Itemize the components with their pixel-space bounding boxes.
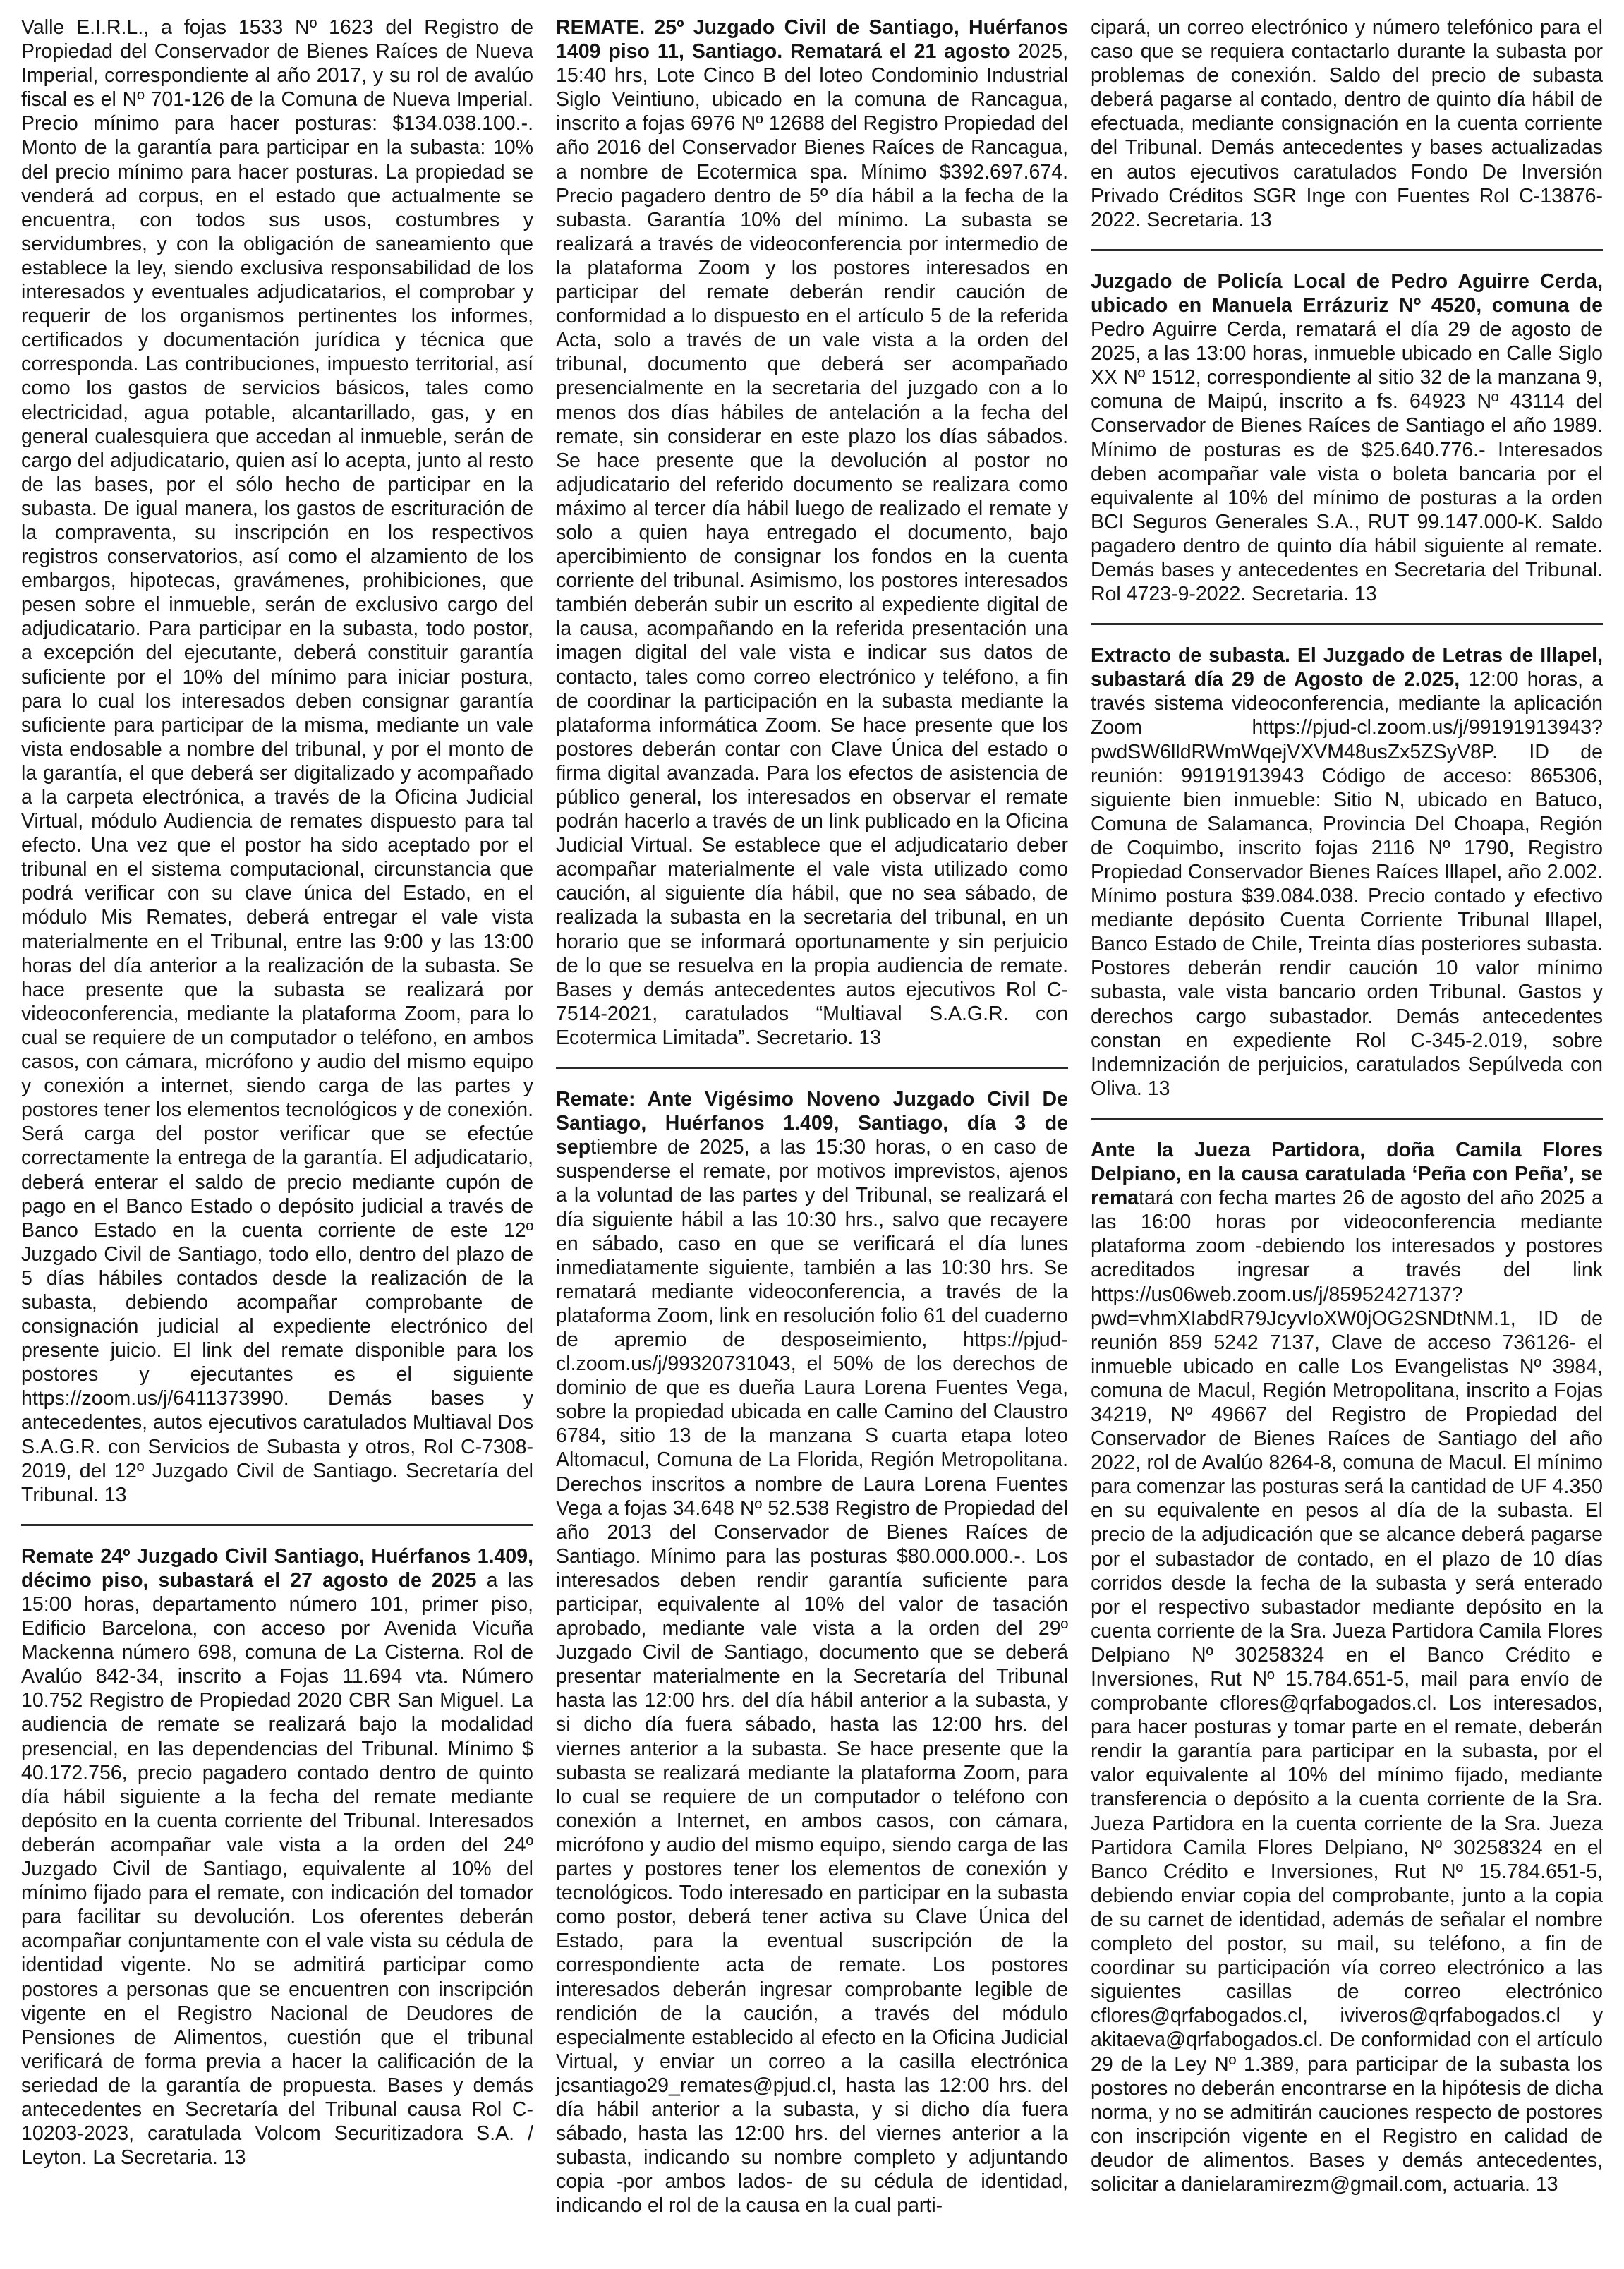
notice-lead: Extracto de subasta. El Juzgado de Letras de Illapel, subastará día 29 de Agosto de 2.025,: [1091, 644, 1603, 691]
notice-policia-local-pac: Juzgado de Policía Local de Pedro Aguirre Cerda, ubicado en Manuela Errázuriz Nº 4520, comuna de Pedro Aguirre Cerda, rematará el día 29 de agosto de 2025, a las 13:00 horas, inmueble ubicado en Calle Siglo XX Nº 1512, correspondiente al sitio 32 de la manzana 9, comuna de Maipú, inscrito a fs. 64923 Nº 43114 del Conservador de Bienes Raíces de Santiago el año 1989. Mínimo de posturas es de $25.640.776.- Interesados deben acompañar vale vista o boleta bancaria por el equivalente al 10% del mínimo de posturas a la orden BCI Seguros Generales S.A., RUT 99.147.000-K. Saldo pagadero dentro de quinto día hábil siguiente al remate. Demás bases y antecedentes en Secretaria del Tribunal. Rol 4723-9-2022. Secretaria. 13: [1091, 270, 1603, 606]
notice-jueza-partidora: Ante la Jueza Partidora, doña Camila Flores Delpiano, en la causa caratulada ‘Peña con Peña’, se rematará con fecha martes 26 de agosto del año 2025 a las 16:00 horas por videoconferencia mediante plataforma zoom -debiendo los interesados y postores acreditados ingresar a través del link https://us06web.zoom.us/j/85952427137?pwd=vhmXIabdR79JcyvIoXW0jOG2SNDtNM.1, ID de reunión 859 5242 7137, Clave de acceso 736126- el inmueble ubicado en calle Los Evangelistas Nº 3984, comuna de Macul, Región Metropolitana, inscrito a Fojas 34219, Nº 49667 del Registro de Propiedad del Conservador de Bienes Raíces de Santiago del año 2022, rol de Avalúo 8264-8, comuna de Macul. El mínimo para comenzar las posturas será la cantidad de UF 4.350 en su equivalente en pesos al día de la subasta. El precio de la adjudicación que se alcance deberá pagarse por el subastador de contado, en el plazo de 10 días corridos desde la fecha de la subasta y será enterado por el respectivo subastador mediante depósito en la cuenta corriente de la Sra. Jueza Partidora Camila Flores Delpiano Nº 30258324 en el Banco Crédito e Inversiones, Rut Nº 15.784.651-5, mail para envío de comprobante cflores@qrfabogados.cl. Los interesados, para hacer posturas y tomar parte en el remate, deberán rendir la garantía para participar en la subasta, por el valor equivalente al 10% del mínimo fijado, mediante transferencia o depósito a la cuenta corriente de la Sra. Jueza Partidora en la cuenta corriente de la Sra. Jueza Partidora Camila Flores Delpiano, Nº 30258324 en el Banco Crédito e Inversiones, Rut Nº 15.784.651-5, debiendo enviar copia del comprobante, junto a la copia de su carnet de identidad, además de señalar el nombre completo del postor, su mail, su teléfono, a fin de coordinar su participación vía correo electrónico a las siguientes casillas de correo electrónico cflores@qrfabogados.cl, iviveros@qrfabogados.cl y akitaeva@qrfabogados.cl. De conformidad con el artículo 29 de la Ley Nº 1.389, para participar de la subasta los postores no deberán encontrarse en la hipótesis de dicha norma, y no se admitirán cauciones respecto de postores con inscripción vigente en el Registro en calidad de deudor de alimentos. Bases y demás antecedentes, solicitar a danielaramirezm@gmail.com, actuaria. 13: [1091, 1138, 1603, 2196]
notice-divider: [1091, 249, 1603, 251]
column-1: [21, 16, 533, 2269]
notice-divider: [1091, 1118, 1603, 1120]
notice-remate-29-juzgado: Remate: Ante Vigésimo Noveno Juzgado Civil De Santiago, Huérfanos 1.409, Santiago, día 3 de septiembre de 2025, a las 15:30 horas, o en caso de suspenderse el remate, por motivos imprevistos, ajenos a la voluntad de las partes y del Tribunal, se realizará el día siguiente hábil a las 10:30 hrs., salvo que recayere en sábado, caso en que se verificará el día lunes inmediatamente siguiente, también a las 10:30 hrs. Se rematará mediante videoconferencia, a través de la plataforma Zoom, link en resolución folio 61 del cuaderno de apremio de desposeimiento, https://pjud-cl.zoom.us/j/99320731043, el 50% de los derechos de dominio de que es dueña Laura Lorena Fuentes Vega, sobre la propiedad ubicada en calle Camino del Claustro 6784, sitio 13 de la manzana S cuarta etapa loteo Altomacul, Comuna de La Florida, Región Metropolitana. Derechos inscritos a nombre de Laura Lorena Fuentes Vega a fojas 34.648 Nº 52.538 Registro de Propiedad del año 2013 del Conservador de Bienes Raíces de Santiago. Mínimo para las posturas $80.000.000.-. Los interesados deben rendir garantía suficiente para participar, equivalente al 10% del valor de tasación aprobado, mediante vale vista a la orden del 29º Juzgado Civil de Santiago, documento que se deberá presentar materialmente en la Secretaría del Tribunal hasta las 12:00 hrs. del día hábil anterior a la subasta, y si dicho día fuera sábado, hasta las 12:00 hrs. del viernes anterior a la subasta. Se hace presente que la subasta se realizará mediante la plataforma Zoom, para lo cual se requiere de un computador o teléfono con conexión a Internet, en ambos casos, con cámara, micrófono y audio del mismo equipo, siendo carga de las partes y postores tener los elementos de conexión y tecnológicos. Todo interesado en participar en la subasta como postor, deberá tener activa su Clave Única del Estado, para la eventual suscripción de la correspondiente acta de remate. Los postores interesados deberán ingresar comprobante legible de rendición de la caución, a través del módulo especialmente establecido al efecto en la Oficina Judicial Virtual, y enviar un correo a la casilla electrónica jcsantiago29_remates@pjud.cl, hasta las 12:00 hrs. del día hábil anterior a la subasta, y si dicho día fuera sábado, hasta las 12:00 hrs. del viernes anterior a la subasta, indicando su nombre completo y adjuntando copia -por ambos lados- de su cédula de identidad, indicando el rol de la causa en la cual parti-: [556, 1088, 1068, 2217]
notice-divider: [556, 1067, 1068, 1069]
notice-divider: [21, 1524, 533, 1526]
notice-lead: Remate 24º Juzgado Civil Santiago, Huérfanos 1.409, décimo piso, subastará el 27 agosto de 2025: [21, 1544, 533, 1592]
notice-lead: Ante la Jueza Partidora, doña Camila Flores Delpiano, en la causa caratulada ‘Peña con Peña’, se rema: [1091, 1138, 1603, 1210]
notice-illapel: Extracto de subasta. El Juzgado de Letras de Illapel, subastará día 29 de Agosto de 2.025, 12:00 horas, a través sistema videoconferencia, mediante la aplicación Zoom https://pjud-cl.zoom.us/j/99191913943?pwdSW6lldRWmWqejVXVM48usZx5ZSyV8P. ID de reunión: 99191913943 Código de acceso: 865306, siguiente bien inmueble: Sitio N, ubicado en Batuco, Comuna de Salamanca, Provincia Del Choapa, Región de Coquimbo, inscrito fojas 2116 Nº 1790, Registro Propiedad Conservador Bienes Raíces Illapel, año 2.002. Mínimo postura $39.084.038. Precio contado y efectivo mediante depósito Cuenta Corriente Tribunal Illapel, Banco Estado de Chile, Treinta días posteriores subasta. Postores deberán rendir caución 10 valor mínimo subasta, vale vista bancario orden Tribunal. Gastos y derechos cargo subastador. Demás antecedentes constan en expediente Rol C-345-2.019, sobre Indemnización de perjuicios, caratulados Sepúlveda con Oliva. 13: [1091, 644, 1603, 1100]
notice-remate-29-continuation: cipará, un correo electrónico y número telefónico para el caso que se requiera contactarlo durante la subasta por problemas de conexión. Saldo del precio de subasta deberá pagarse al contado, dentro de quinto día hábil de efectuada, mediante consignación en la cuenta corriente del Tribunal. Demás antecedentes y bases actualizadas en autos ejecutivos caratulados Fondo De Inversión Privado Créditos SGR Inge con Fuentes Rol C-13876-2022. Secretaria. 13: [1091, 16, 1603, 231]
notice-remate-24-juzgado: Remate 24º Juzgado Civil Santiago, Huérfanos 1.409, décimo piso, subastará el 27 agosto de 2025 a las 15:00 horas, departamento número 101, primer piso, Edificio Barcelona, con acceso por Avenida Vicuña Mackenna número 698, comuna de La Cisterna. Rol de Avalúo 842-34, inscrito a Fojas 11.694 vta. Número 10.752 Registro de Propiedad 2020 CBR San Miguel. La audiencia de remate se realizará bajo la modalidad presencial, en las dependencias del Tribunal. Mínimo $ 40.172.756, precio pagadero contado dentro de quinto día hábil siguiente a la fecha del remate mediante depósito en la cuenta corriente del Tribunal. Interesados deberán acompañar vale vista a la orden del 24º Juzgado Civil de Santiago, equivalente al 10% del mínimo fijado para el remate, con indicación del tomador para facilitar su devolución. Los oferentes deberán acompañar conjuntamente con el vale vista su cédula de identidad vigente. No se admitirá participar como postores a personas que se encuentren con inscripción vigente en el Registro Nacional de Deudores de Pensiones de Alimentos, cuestión que el tribunal verificará de forma previa a hacer la calificación de la seriedad de la garantía de propuesta. Bases y demás antecedentes en Secretaría del Tribunal causa Rol C-10203-2023, caratulada Volcom Securitizadora S.A. / Leyton. La Secretaria. 13: [21, 1544, 533, 2170]
notice-remate-25-juzgado: REMATE. 25º Juzgado Civil de Santiago, Huérfanos 1409 piso 11, Santiago. Rematará el 21 agosto 2025, 15:40 hrs, Lote Cinco B del loteo Condominio Industrial Siglo Veintiuno, ubicado en la comuna de Rancagua, inscrito a fojas 6976 Nº 12688 del Registro Propiedad del año 2016 del Conservador Bienes Raíces de Rancagua, a nombre de Ecotermica spa. Mínimo $392.697.674. Precio pagadero dentro de 5º día hábil a la fecha de la subasta. Garantía 10% del mínimo. La subasta se realizará a través de videoconferencia por intermedio de la plataforma Zoom y los postores interesados en participar del remate deberán rendir caución de conformidad a lo dispuesto en el artículo 5 de la referida Acta, solo a través de un vale vista a la orden del tribunal, documento que deberá ser acompañado presencialmente en la secretaria del juzgado con a lo menos dos días hábiles de antelación a la fecha del remate, sin considerar en este plazo los días sábados. Se hace presente que la devolución al postor no adjudicatario del referido documento se realizara como máximo al tercer día hábil luego de realizado el remate y solo a quien haya entregado el documento, bajo apercibimiento de consignar los fondos en la cuenta corriente del tribunal. Asimismo, los postores interesados también deberán subir un escrito al expediente digital de la causa, acompañando en la referida presentación una imagen digital del vale vista e indicar sus datos de contacto, tales como correo electrónico y teléfono, a fin de coordinar la participación en la subasta mediante la plataforma informática Zoom. Se hace presente que los postores deberán contar con Clave Única del estado o firma digital avanzada. Para los efectos de asistencia de público general, los interesados en observar el remate podrán hacerlo a través de un link publicado en la Oficina Judicial Virtual. Se establece que el adjudicatario deber acompañar materialmente el vale vista utilizado como caución, al siguiente día hábil, que no sea sábado, de realizada la subasta en la secretaria del tribunal, en un horario que se informará oportunamente y sin perjuicio de lo que se resuelva en la propia audiencia de remate. Bases y demás antecedentes autos ejecutivos Rol C-7514-2021, caratulados “Multiaval S.A.G.R. con Ecotermica Limitada”. Secretario. 13: [556, 16, 1068, 1049]
notice-valle-eirl: Valle E.I.R.L., a fojas 1533 Nº 1623 del Registro de Propiedad del Conservador de Bienes Raíces de Nueva Imperial, correspondiente al año 2017, y su rol de avalúo fiscal es el Nº 701-126 de la Comuna de Nueva Imperial. Precio mínimo para hacer posturas: $134.038.100.-. Monto de la garantía para participar en la subasta: 10% del precio mínimo para hacer posturas. La propiedad se venderá ad corpus, en el estado que actualmente se encuentra, con todos sus usos, costumbres y servidumbres, y con la obligación de saneamiento que establece la ley, siendo exclusiva responsabilidad de los interesados y eventuales adjudicatarios, el comprobar y requerir de los organismos pertinentes los informes, certificados y documentación jurídica y técnica que corresponda. Las contribuciones, impuesto territorial, así como los gastos de servicios básicos, tales como electricidad, agua potable, alcantarillado, gas, y en general cualesquiera que accedan al inmueble, serán de cargo del adjudicatario, quien así lo acepta, junto al resto de las bases, por el sólo hecho de participar en la subasta. De igual manera, los gastos de escrituración de la compraventa, su inscripción en los respectivos registros conservatorios, así como el alzamiento de los embargos, hipotecas, gravámenes, prohibiciones, que pesen sobre el inmueble, serán de exclusivo cargo del adjudicatario. Para participar en la subasta, todo postor, a excepción del ejecutante, deberá constituir garantía suficiente por el 10% del mínimo para iniciar postura, para lo cual los interesados deben consignar garantía suficiente para participar de la misma, mediante un vale vista endosable a nombre del tribunal, y por el monto de la garantía, el que deberá ser digitalizado y acompañado a la carpeta electrónica, a través de la Oficina Judicial Virtual, módulo Audiencia de remates dispuesto para tal efecto. Una vez que el postor ha sido aceptado por el tribunal en el sistema computacional, circunstancia que podrá verificar con su clave única del Estado, en el módulo Mis Remates, deberá entregar el vale vista materialmente en el Tribunal, entre las 9:00 y las 13:00 horas del día anterior a la realización de la subasta. Se hace presente que la subasta se realizará por videoconferencia, mediante la plataforma Zoom, para lo cual se requiere de un computador o teléfono, en ambos casos, con cámara, micrófono y audio del mismo equipo y conexión a internet, siendo carga de las partes y postores tener los elementos tecnológicos y de conexión. Será carga del postor verificar que se efectúe correctamente la entrega de la garantía. El adjudicatario, deberá enterar el saldo de precio mediante cupón de pago en el Banco Estado o depósito judicial a través de Banco Estado en la cuenta corriente de este 12º Juzgado Civil de Santiago, todo ello, dentro del plazo de 5 días hábiles contados desde la realización de la subasta, debiendo acompañar comprobante de consignación judicial al expediente electrónico del presente juicio. El link del remate disponible para los postores y ejecutantes es el siguiente https://zoom.us/j/6411373990. Demás bases y antecedentes, autos ejecutivos caratulados Multiaval Dos S.A.G.R. con Servicios de Subasta y otros, Rol C-7308-2019, del 12º Juzgado Civil de Santiago. Secretaría del Tribunal. 13: [21, 16, 533, 1506]
notice-lead: Remate: Ante Vigésimo Noveno Juzgado Civil De Santiago, Huérfanos 1.409, Santiago, día 3 de sep: [556, 1088, 1068, 1159]
notice-lead: Juzgado de Policía Local de Pedro Aguirre Cerda, ubicado en Manuela Errázuriz Nº 4520, comuna de: [1091, 270, 1603, 317]
column-3: [1091, 16, 1603, 2269]
column-2: [556, 16, 1068, 2269]
notice-divider: [1091, 623, 1603, 625]
notice-lead: REMATE. 25º Juzgado Civil de Santiago, Huérfanos 1409 piso 11, Santiago. Rematará el 21 agosto: [556, 16, 1068, 63]
